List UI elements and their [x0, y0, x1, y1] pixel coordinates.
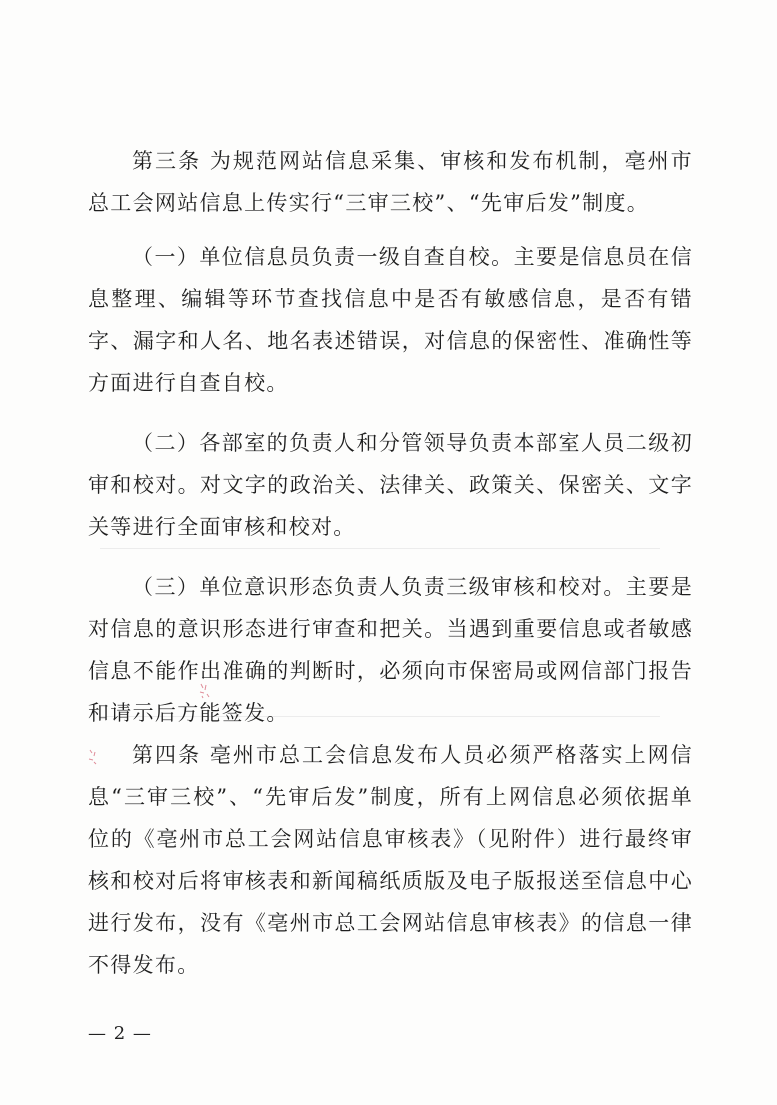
stamp-mark-icon	[198, 682, 212, 700]
article-3-paragraph: 第三条 为规范网站信息采集、审核和发布机制，亳州市总工会网站信息上传实行“三审三校”、“先审后发”制度。	[88, 149, 693, 215]
clause-3-paragraph: （三）单位意识形态负责人负责三级审核和校对。主要是对信息的意识形态进行审查和把关。当遇到重要信息或者敏感信息不能作出准确的判断时，必须向市保密局或网信部门报告和请示后方能签发。	[88, 575, 693, 725]
clause-1-paragraph: （一）单位信息员负责一级自查自校。主要是信息员在信息整理、编辑等环节查找信息中是否有敏感信息，是否有错字、漏字和人名、地名表述错误，对信息的保密性、准确性等方面进行自查自校。	[88, 245, 693, 395]
page-number: — 2 —	[88, 1023, 152, 1044]
show-through-line	[100, 548, 660, 549]
article-4-paragraph: 第四条 亳州市总工会信息发布人员必须严格落实上网信息“三审三校”、“先审后发”制度，所有上网信息必须依据单位的《亳州市总工会网站信息审核表》（见附件）进行最终审核和校对后将审核表和新闻稿纸质版及电子版报送至信息中心进行发布，没有《亳州市总工会网站信息审核表》的信息一律不得发布。	[88, 743, 693, 977]
clause-2-paragraph: （二）各部室的负责人和分管领导负责本部室人员二级初审和校对。对文字的政治关、法律关、政策关、保密关、文字关等进行全面审核和校对。	[88, 431, 693, 539]
stamp-mark-icon	[86, 748, 100, 766]
